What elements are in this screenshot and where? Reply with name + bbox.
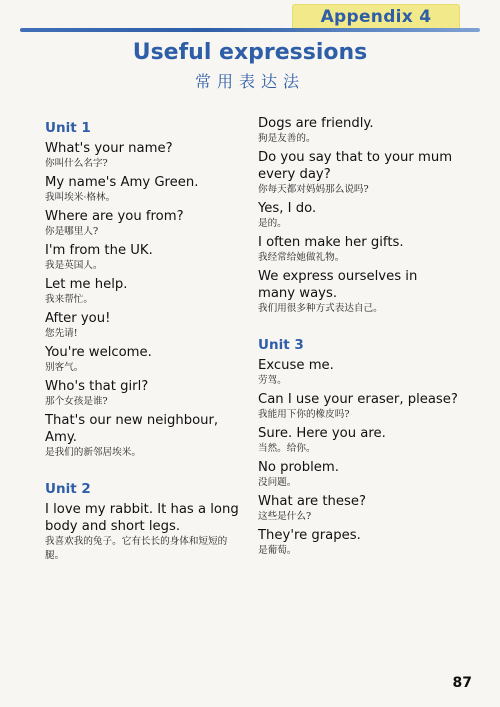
expression-chinese: 狗是友善的。 — [258, 133, 316, 144]
expression-item — [258, 115, 458, 146]
expression-english: They're grapes. — [258, 528, 361, 543]
expression-english: I often make her gifts. — [258, 235, 404, 250]
expression-english: Can I use your eraser, please? — [258, 392, 458, 407]
expression-english: You're welcome. — [45, 345, 152, 360]
unit-heading: Unit 2 — [45, 481, 91, 497]
expression-chinese: 那个女孩是谁? — [45, 396, 108, 407]
page-number: 87 — [452, 675, 472, 691]
expression-item — [45, 140, 245, 171]
expression-item — [45, 242, 245, 273]
expression-chinese: 我是英国人。 — [45, 260, 103, 271]
unit-heading: Unit 1 — [45, 120, 91, 136]
expression-chinese: 别客气。 — [45, 362, 84, 373]
expression-item — [45, 344, 245, 375]
expression-english: My name's Amy Green. — [45, 175, 199, 190]
appendix-tab — [292, 4, 460, 30]
page-subtitle: 常用表达法 — [194, 72, 305, 91]
expression-english: I'm from the UK. — [45, 243, 153, 258]
expression-chinese: 这些是什么? — [258, 511, 312, 522]
expression-english: After you! — [45, 311, 111, 326]
expression-item — [45, 174, 245, 205]
expression-chinese: 我来帮忙。 — [45, 294, 93, 305]
expression-english: No problem. — [258, 460, 339, 475]
expression-item — [258, 357, 458, 388]
expression-english: Let me help. — [45, 277, 128, 292]
expression-chinese: 是的。 — [258, 218, 287, 229]
expression-chinese: 我经常给她做礼物。 — [258, 252, 345, 263]
expression-chinese: 你每天都对妈妈那么说吗? — [258, 184, 369, 195]
expression-english: Dogs are friendly. — [258, 116, 374, 131]
expression-english: Excuse me. — [258, 358, 334, 373]
expression-item — [45, 276, 245, 307]
expression-item — [258, 459, 458, 490]
expression-item — [258, 200, 458, 231]
expression-chinese: 是我们的新邻居埃米。 — [45, 447, 141, 458]
expression-chinese: 是葡萄。 — [258, 545, 297, 556]
expression-chinese: 我能用下你的橡皮吗? — [258, 409, 350, 420]
expression-item — [258, 268, 458, 316]
expression-chinese: 您先请! — [45, 328, 78, 339]
expression-chinese: 你是哪里人? — [45, 226, 99, 237]
expression-english: What's your name? — [45, 141, 173, 156]
expression-chinese: 我们用很多种方式表达自己。 — [258, 303, 383, 314]
expression-chinese: 你叫什么名字? — [45, 158, 108, 169]
header-rule — [20, 28, 480, 32]
right-column — [258, 115, 458, 561]
expression-item — [258, 149, 458, 197]
expression-english: Who's that girl? — [45, 379, 149, 394]
expression-english: Yes, I do. — [258, 201, 317, 216]
appendix-label: Appendix 4 — [320, 7, 432, 27]
expression-item — [258, 527, 458, 558]
expression-english: Where are you from? — [45, 209, 184, 224]
expression-item — [258, 234, 458, 265]
expression-english: I love my rabbit. It has a long body and short legs. — [45, 502, 239, 534]
expression-item — [45, 501, 245, 563]
expression-english: What are these? — [258, 494, 366, 509]
expression-chinese: 我喜欢我的兔子。它有长长的身体和短短的腿。 — [45, 536, 228, 561]
unit-spacer — [258, 319, 458, 337]
expression-item — [45, 208, 245, 239]
left-column — [45, 120, 245, 566]
expression-english: We express ourselves in many ways. — [258, 269, 418, 301]
page-title: Useful expressions — [132, 40, 368, 65]
expression-chinese: 我叫埃米·格林。 — [45, 192, 116, 203]
expression-item — [45, 412, 245, 460]
unit-heading: Unit 3 — [258, 337, 304, 353]
unit-spacer — [45, 463, 245, 481]
expression-chinese: 劳驾。 — [258, 375, 287, 386]
expression-item — [258, 493, 458, 524]
expression-english: Do you say that to your mum every day? — [258, 150, 453, 182]
expression-item — [45, 378, 245, 409]
expression-item — [45, 310, 245, 341]
expression-item — [258, 425, 458, 456]
expression-english: That's our new neighbour, Amy. — [45, 413, 219, 445]
expression-chinese: 当然。给你。 — [258, 443, 316, 454]
expression-english: Sure. Here you are. — [258, 426, 386, 441]
expression-chinese: 没问题。 — [258, 477, 297, 488]
expression-item — [258, 391, 458, 422]
